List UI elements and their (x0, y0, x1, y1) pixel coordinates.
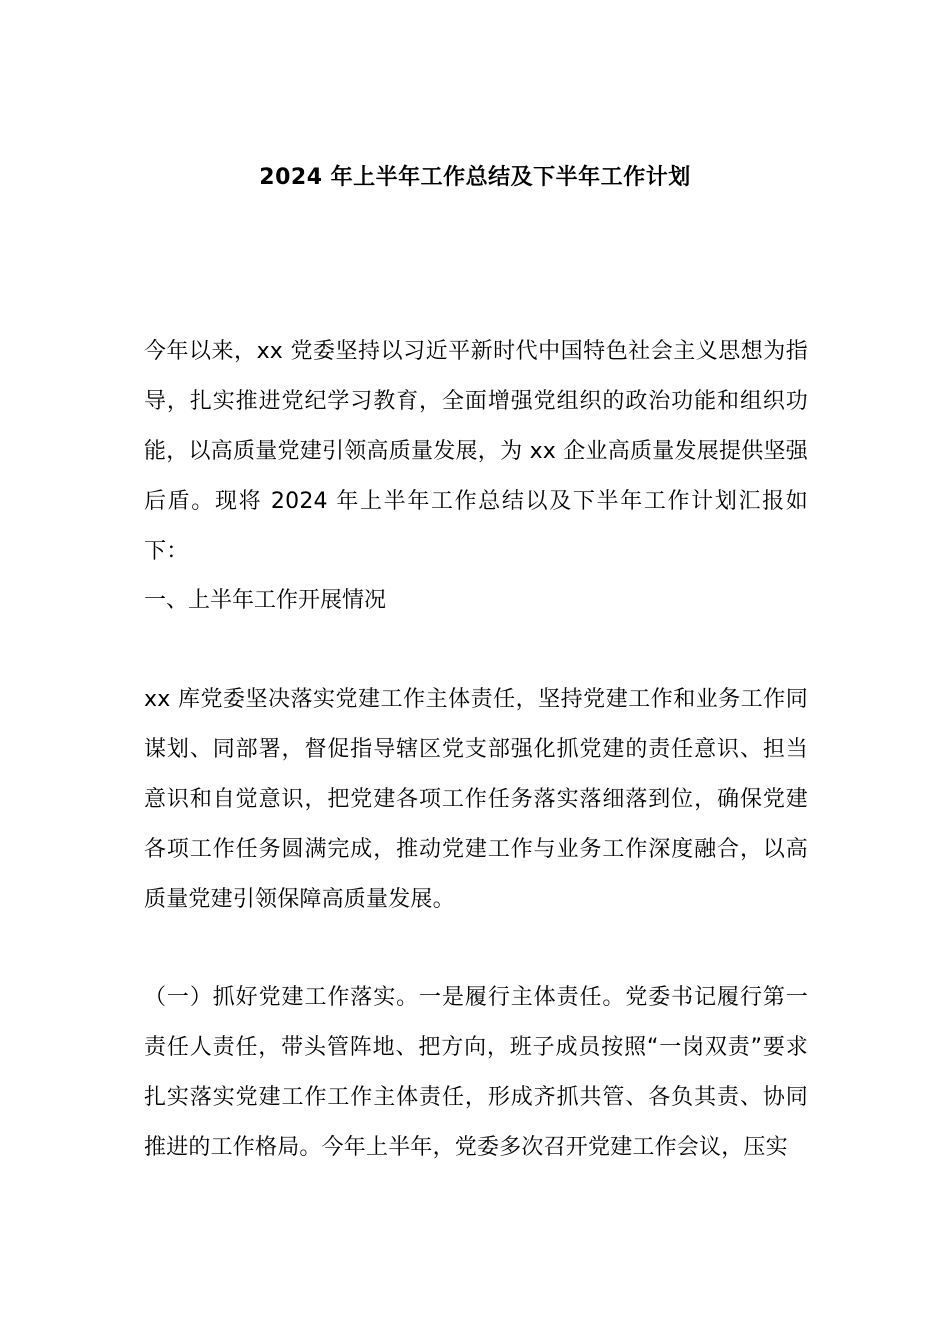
section-1-paragraph: xx 库党委坚决落实党建工作主体责任，坚持党建工作和业务工作同谋划、同部署，督促指导辖区党支部强化抓党建的责任意识、担当意识和自觉意识，把党建各项工作任务落实落细落到位，确保党建各项工作任务圆满完成，推动党建工作与业务工作深度融合，以高质量党建引领保障高质量发展。 (144, 687, 808, 912)
intro-paragraph: 今年以来，xx 党委坚持以习近平新时代中国特色社会主义思想为指导，扎实推进党纪学习教育，全面增强党组织的政治功能和组织功能，以高质量党建引领高质量发展，为 xx 企业高质量发展提供坚强后盾。现将 2024 年上半年工作总结以及下半年工作计划汇报如下： (144, 339, 808, 564)
subsection-1-paragraph: （一）抓好党建工作落实。一是履行主体责任。党委书记履行第一责任人责任，带头管阵地、把方向，班子成员按照“一岗双责”要求扎实落实党建工作工作主体责任，形成齐抓共管、各负其责、协同推进的工作格局。今年上半年，党委多次召开党建工作会议，压实 (144, 985, 808, 1160)
document-title: 2024 年上半年工作总结及下半年工作计划 (259, 165, 691, 190)
section-heading-1: 一、上半年工作开展情况 (144, 588, 387, 613)
